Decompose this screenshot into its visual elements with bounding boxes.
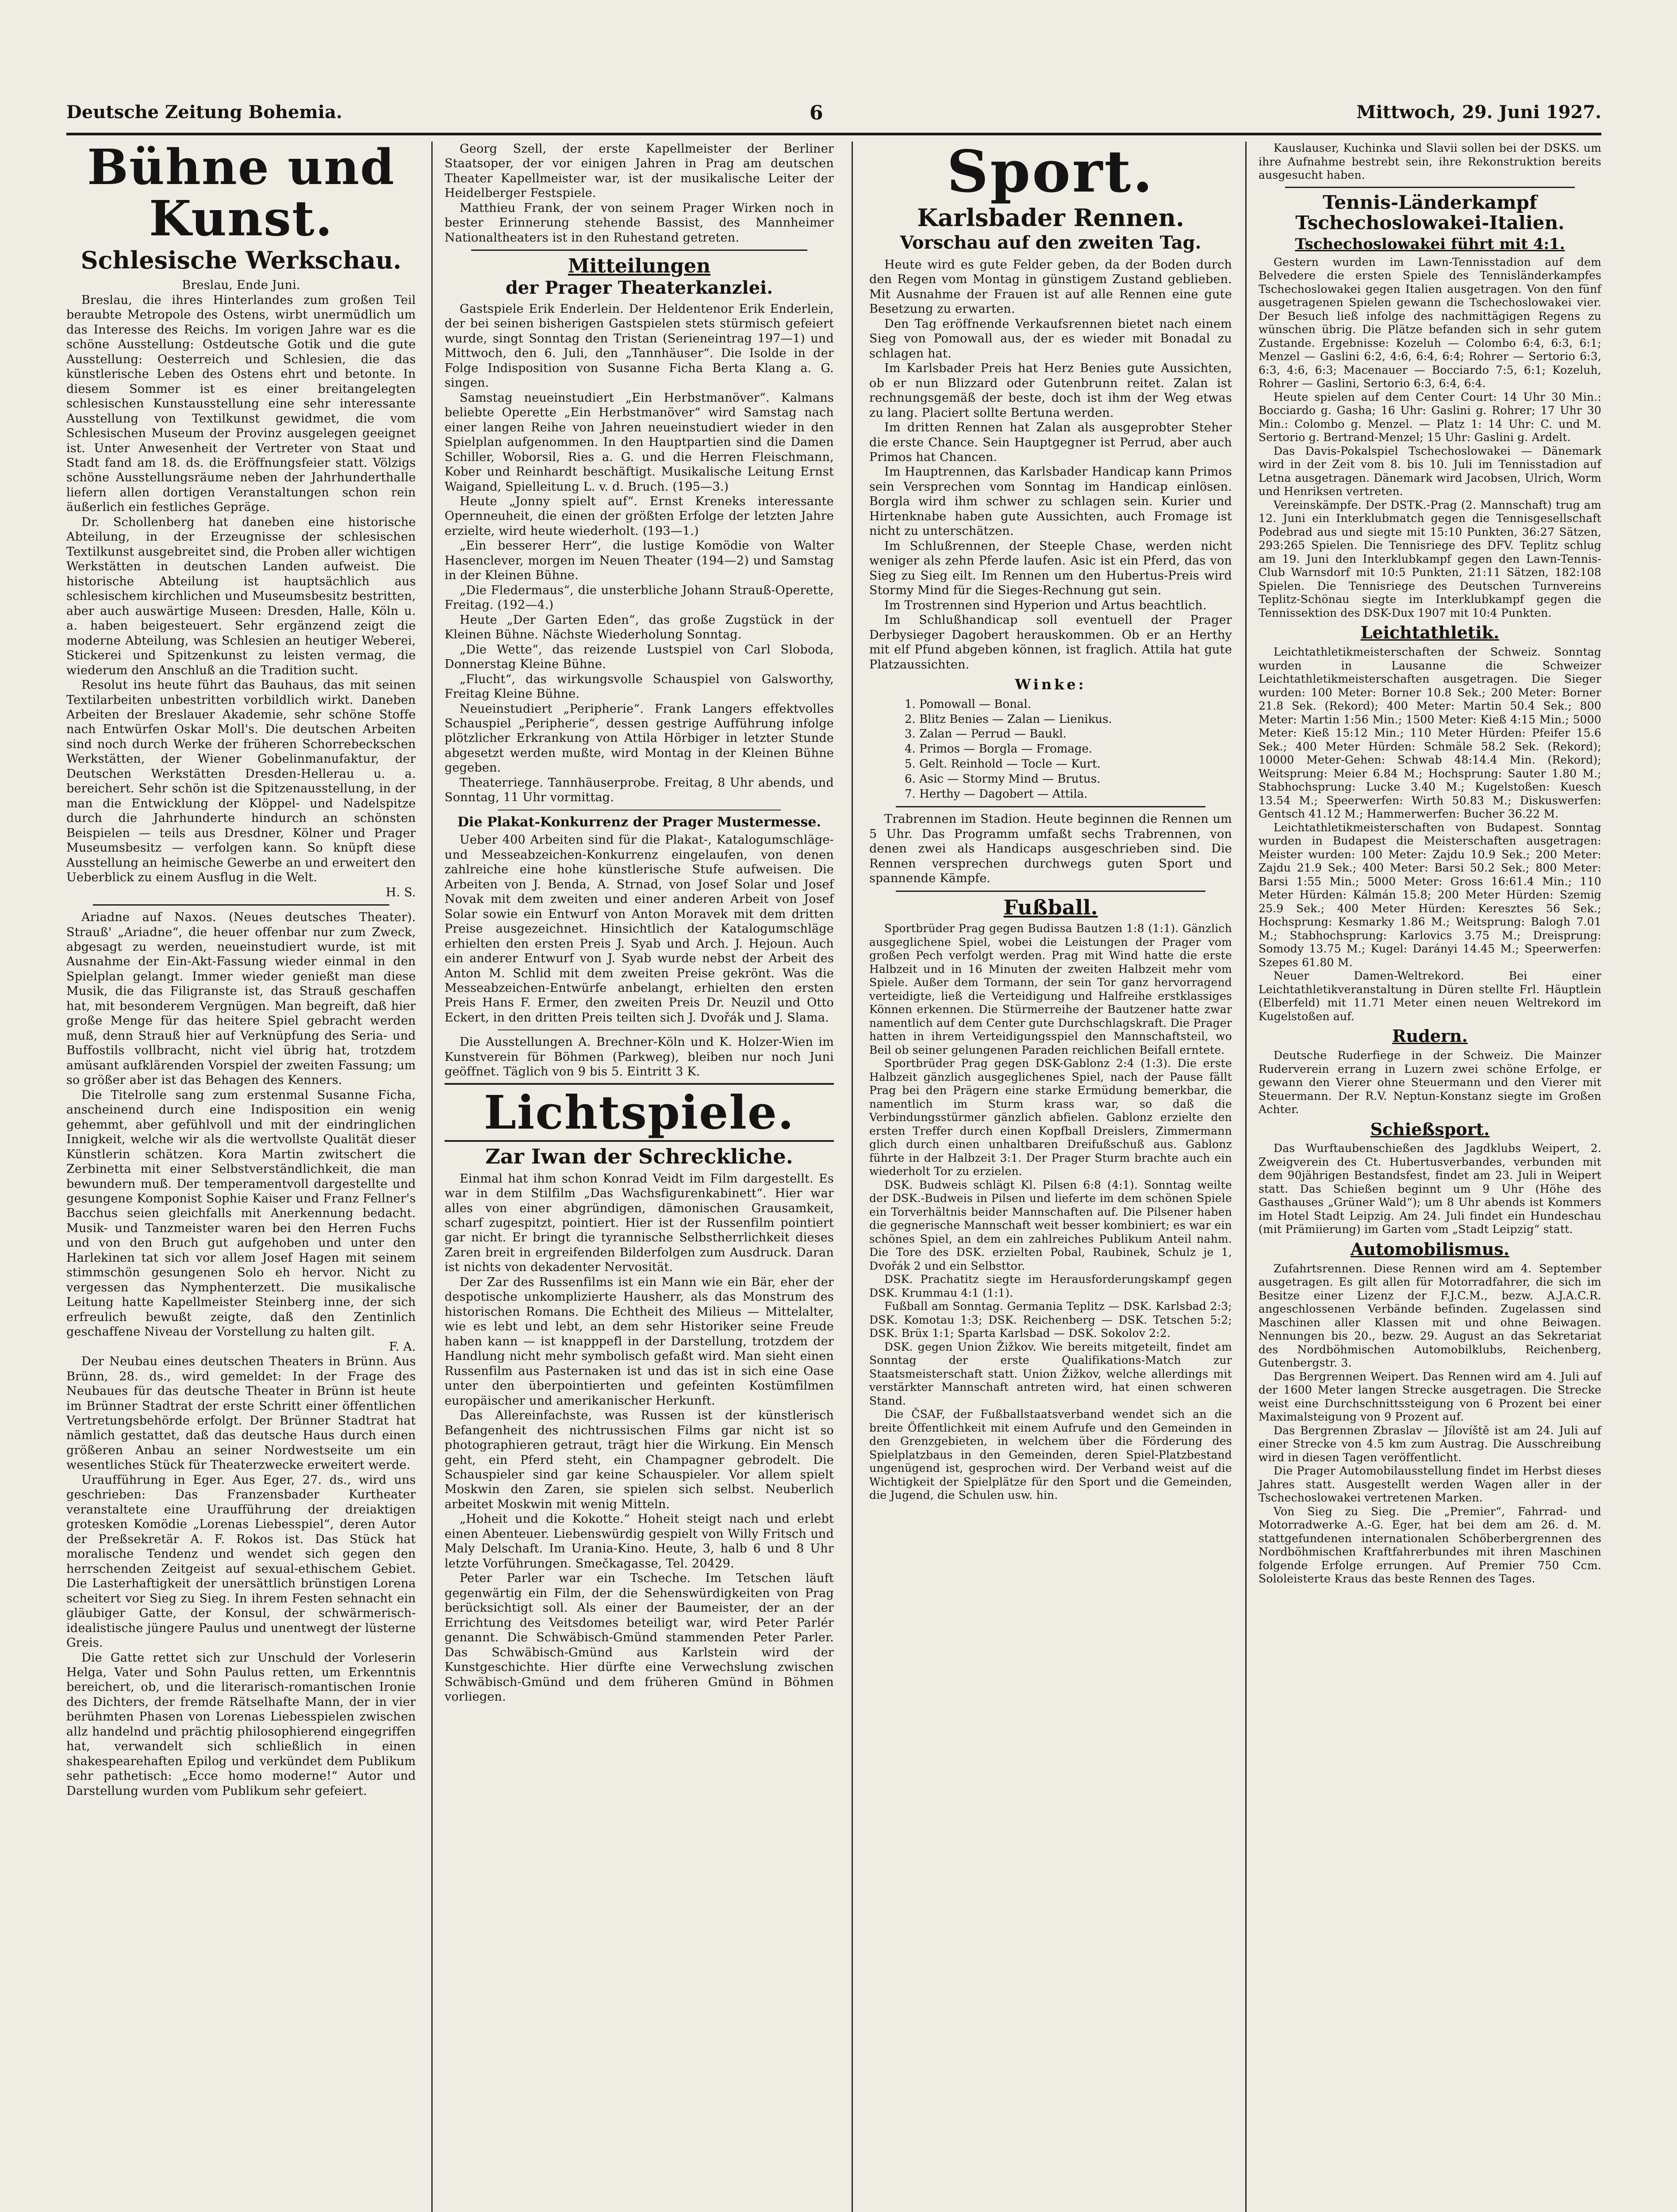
tips-heading: Winke: [1015, 676, 1086, 693]
article-paragraph: Der Neubau eines deutschen Theaters in Brünn. Aus Brünn, 28. ds., wird gemeldet: In der Frage des Neubaues für das deutsche Theater in Brünn ist heute im Brünner Stadtrat der erste Schritt einer öffentlichen Vertretungsbehörde erfolgt. Der Brünner Stadtrat hat nämlich gestattet, daß das deutsche Haus durch einen größeren Anbau an seiner Nordwestseite um ein wesentliches Stück für Theaterzwecke erweitert werde. [66, 1355, 416, 1472]
tips-list [905, 697, 1232, 802]
article-title: Schlesische Werkschau. [81, 246, 402, 274]
article-paragraph: Leichtathletikmeisterschaften von Budapest. Sonntag wurden in Budapest die Meisterschaften ausgetragen: Meister wurden: 100 Meter: Zajdu 10.9 Sek.; 200 Meter: Zajdu 21.9 Sek.; 400 Meter: Barsi 50.2 Sek.; 800 Meter: Barsi 1:55 Min.; 5000 Meter: Gross 16:61.4 Min.; 110 Meter Hürden: Kálmán 15.8; 200 Meter Hürden: Szemig 25.9 Sek.; 400 Meter Hürden: Keresztes 56 Sek.; Hochsprung: Kesmarky 1.86 M.; Weitsprung: Balogh 7.01 M.; Stabhochsprung: Karlovics 3.75 M.; Dreisprung: Somody 13.75 M.; Kugel: Darányi 14.45 M.; Speerwerfen: Szepes 61.80 M. [1259, 821, 1601, 969]
article-paragraph: DSK. gegen Union Žižkov. Wie bereits mitgeteilt, findet am Sonntag der erste Qualifikations-Match zur Staatsmeisterschaft statt. Union Žižkov, welche allerdings mit verstärkter Mannschaft antreten wird, hat einen schweren Stand. [869, 1340, 1232, 1407]
article-paragraph: Dr. Schollenberg hat daneben eine historische Abteilung, in der Erzeugnisse der schlesischen Textilkunst ausgebreitet sind, die Proben aller wichtigen Werkstätten in deutschen Landen aufweist. Die historische Abteilung ist hauptsächlich aus schlesischem kirchlichen und Museumsbesitz bestritten, aber auch auswärtige Museen: Dresden, Halle, Köln u. a. haben beigesteuert. Sehr ergänzend zeigt die moderne Abteilung, was Schlesien an heutiger Weberei, Stickerei und Spitzenkunst zu leisten vermag, die wiederum den Anschluß an die Tradition sucht. [66, 515, 416, 677]
dateline: Breslau, Ende Juni. [182, 278, 300, 292]
article-paragraph: Neuer Damen-Weltrekord. Bei einer Leichtathletikveranstaltung in Düren stellte Frl. Häuptlein (Elberfeld) mit 11.71 Meter einen neuen Weltrekord im Kugelstoßen auf. [1259, 969, 1601, 1023]
article-subtitle: Vorschau auf den zweiten Tag. [900, 232, 1201, 253]
notice-paragraph: „Die Wette“, das reizende Lustspiel von Carl Sloboda, Donnerstag Kleine Bühne. [445, 642, 834, 672]
tip-item: 7. Herthy — Dagobert — Attila. [905, 787, 1088, 801]
separator [498, 1029, 781, 1030]
article-paragraph: „Hoheit und die Kokotte.“ Hoheit steigt nach und erlebt einen Abenteuer. Liebenswürdig gespielt von Willy Fritsch und Maly Delschaft. Im Urania-Kino. Heute, 3, halb 6 und 8 Uhr letzte Vorführungen. Smečkagasse, Tel. 20429. [445, 1512, 834, 1571]
notice-paragraph: Heute „Jonny spielt auf“. Ernst Kreneks interessante Opernneuheit, die einen der größten Erfolge der letzten Jahre erzielte, wird heute wiederholt. (193—1.) [445, 494, 834, 538]
issue-date: Mittwoch, 29. Juni 1927. [1356, 102, 1601, 123]
column-divider [431, 142, 433, 2212]
article-paragraph: Im Trostrennen sind Hyperion und Artus beachtlich. [884, 598, 1207, 612]
article-paragraph: Peter Parler war ein Tscheche. Im Tetschen läuft gegenwärtig ein Film, der die Sehenswürdigkeiten von Prag berücksichtigt soll. Als einer der Baumeister, der an der Errichtung des Veitsdomes beteiligt war, wird Peter Parlér genannt. Die Schwäbisch-Gmünd stammenden Peter Parler. Das Schwäbisch-Gmünd aus Karlstein wird der Kunstgeschichte. Hier dürfte eine Verwechslung zwischen Schwäbisch-Gmünd und dem früheren Gmünd in Böhmen vorliegen. [445, 1571, 834, 1704]
article-paragraph: Sportbrüder Prag gegen Budissa Bautzen 1:8 (1:1). Gänzlich ausgeglichene Spiel, wobei die Leistungen der Prager vom großen Pech verfolgt werden. Prag mit Wind hatte die erste Halbzeit und in 16 Minuten der zweiten Halbzeit mehr vom Spiele. Außer dem Tormann, der sein Tor ganz hervorragend verteidigte, ließ die Verteidigung und Halfreihe erstklassiges Können erkennen. Die Stürmerreihe der Bautzener hatte zwar namentlich auf dem Center gute Durchschlagskraft. Die Prager hatten in ihrem Verteidigungsspiel den Mannschaftsteil, wo Beil ob seiner gelungenen Paraden reichlichen Beifall erntete. [869, 922, 1232, 1056]
article-paragraph: Das Allereinfachste, was Russen ist der künstlerisch Befangenheit des nichtrussischen Films gar nicht ist so photographieren getraut, trägt hier die Wirkung. Ein Mensch geht, ein Pferd steht, ein Champagner gebrodelt. Die Schauspieler sind gar keine Schauspieler. Vor allem spielt Moskwin den Zaren, sie spielen sich selbst. Neuberlich arbeitet Moskwin mit wenig Mitteln. [445, 1409, 834, 1511]
article-paragraph: Einmal hat ihm schon Konrad Veidt im Film dargestellt. Es war in dem Stilfilm „Das Wachsfigurenkabinett“. Hier war alles von einer abgründigen, dämonischen Grausamkeit, scharf zugespitzt, pointiert. Hier ist der Russenfilm pointiert gar nicht. Er bringt die tyrannische Selbstherrlichkeit dieses Zaren breit in ergreifenden Bilderfolgen zum Ausdruck. Daran ist nichts von dekadenter Nervosität. [445, 1171, 834, 1275]
plakat-heading: Die Plakat-Konkurrenz der Prager Mustermesse. [457, 814, 821, 830]
separator [1285, 187, 1575, 188]
article-paragraph: Matthieu Frank, der von seinem Prager Wirken noch in bester Erinnerung stehende Bassist, des Mannheimer Nationaltheaters ist in den Ruhestand getreten. [445, 201, 834, 245]
separator [471, 250, 807, 251]
separator [896, 891, 1205, 892]
separator [896, 806, 1205, 807]
page-header [66, 102, 1601, 128]
sport-section-title: Sport. [947, 138, 1155, 205]
rudern-heading: Rudern. [1392, 1026, 1468, 1046]
article-paragraph: Das Bergrennen Weipert. Das Rennen wird am 4. Juli auf der 1600 Meter langen Strecke ausgetragen. Die Strecke weist eine Durchschnittssteigung von 6 Prozent bei einer Maximalsteigung von 9 Prozent auf. [1259, 1370, 1601, 1424]
article-paragraph: Im dritten Rennen hat Zalan als ausgeprobter Steher die erste Chance. Sein Hauptgegner ist Perrud, aber auch Primos hat Chancen. [869, 421, 1232, 464]
section-title: Bühne und Kunst. [87, 138, 395, 247]
article-paragraph: Den Tag eröffnende Verkaufsrennen bietet nach einem Sieg von Pomowall aus, der es wieder mit Bonadal zu schlagen hat. [869, 317, 1232, 361]
article-paragraph: Von Sieg zu Sieg. Die „Premier“, Fahrrad- und Motorradwerke A.-G. Eger, hat bei dem am 26. d. M. stattgefundenen internationalen Schöberbergrennen des Nordböhmischen Kraftfahrerbundes mit ihren Maschinen folgende Erfolge errungen. Auf Premier 750 Ccm. Sololeisterte Kraus das beste Rennen des Tages. [1259, 1505, 1601, 1586]
article-title: Zar Iwan der Schreckliche. [485, 1144, 793, 1168]
notice-paragraph: Heute „Der Garten Eden“, das große Zugstück in der Kleinen Bühne. Nächste Wiederholung Sonntag. [445, 613, 834, 642]
article-paragraph: Heute wird es gute Felder geben, da der Boden durch den Regen vom Montag in günstigem Zustand geblieben. Mit Ausnahme der Frauen ist auf alle Rennen eine gute Besetzung zu erwarten. [869, 257, 1232, 316]
article-paragraph: Zufahrtsrennen. Diese Rennen wird am 4. September ausgetragen. Es gilt allen für Motorradfahrer, die sich im Besitze einer Lizenz der F.J.C.M., bezw. A.J.A.C.R. angeschlossenen Verbände befinden. Zugelassen sind Maschinen aller Klassen mit und ohne Beiwagen. Nennungen bis 20., bezw. 29. August an das Sekretariat des Nordböhmischen Automobilklubs, Reichenberg, Gutenbergstr. 3. [1259, 1262, 1601, 1370]
article-paragraph: Das Bergrennen Zbraslav — Jílovíště ist am 24. Juli auf einer Strecke von 4.5 km zum Austrag. Die Ausschreibung wird in diesen Tagen veröffentlicht. [1259, 1424, 1601, 1464]
article-paragraph: Im Schlußhandicap soll eventuell der Prager Derbysieger Dagobert herauskommen. Ob er an Herthy mit elf Pfund abgeben können, ist fraglich. Attila hat gute Platzaussichten. [869, 613, 1232, 672]
notice-paragraph: Neueinstudiert „Peripherie“. Frank Langers effektvolles Schauspiel „Peripherie“, dessen gestrige Aufführung infolge plötzlicher Erkrankung von Attila Hörbiger in letzter Stunde abgesetzt werden mußte, wird Montag in der Kleinen Bühne gegeben. [445, 702, 834, 775]
article-paragraph: Trabrennen im Stadion. Heute beginnen die Rennen um 5 Uhr. Das Programm umfaßt sechs Trabrennen, von denen zwei als Handicaps ausgeschrieben sind. Die Rennen versprechen durchwegs guten Sport und spannende Kämpfe. [869, 812, 1232, 886]
article-paragraph: Ueber 400 Arbeiten sind für die Plakat-, Katalogumschläge- und Messeabzeichen-Konkurrenz eingelaufen, von denen zahlreiche eine hohe künstlerische Stufe aufweisen. Die Arbeiten von J. Benda, A. Strnad, von Josef Solar und Josef Novak mit dem zweiten und einer anderen Arbeit von Josef Solar sowie ein Entwurf von Anton Moravek mit dem dritten Preise ausgezeichnet. Hinsichtlich der Katalogumschläge erhielten den ersten Preis J. Syab und Arch. J. Hejoun. Auch ein anderer Entwurf von J. Syab wurde nebst der Arbeit des Anton M. Schlid mit dem zweiten Preise gekrönt. Was die Messeabzeichen-Entwürfe anbelangt, erhielten den ersten Preis Hans F. Ermer, den zweiten Preis Dr. Neuzil und Otto Eckert, in den dritten Preis teilten sich J. Dvořák und J. Slama. [445, 833, 834, 1025]
page-number: 6 [810, 102, 823, 124]
article-paragraph: Die Prager Automobilausstellung findet im Herbst dieses Jahres statt. Ausgestellt werden Wagen aller in der Tschechoslowakei vertretenen Marken. [1259, 1464, 1601, 1505]
article-paragraph: Die Titelrolle sang zum erstenmal Susanne Ficha, anscheinend durch eine Indisposition ein wenig gehemmt, aber gefühlvoll und mit der eindringlichen Innigkeit, welche wir als die wertvollste Qualität dieser Künstlerin schätzen. Kora Martin zwitschert die Zerbinetta mit einer Selbstverständlichkeit, die man bewundern muß. Der temperamentvoll dargestellte und gesungene Komponist Sophie Kaiser und Franz Fellner's Bacchus seien gleichfalls mit Anerkennung bedacht. Musik- und Tanzmeister waren bei den Herren Fuchs und von den Bruch gut aufgehoben und unter den Harlekinen tat sich vor allem Josef Hagen mit seinem stimmschön gesungenen Solo eh hervor. Nicht zu vergessen das Nymphenterzett. Die musikalische Leitung hatte Kapellmeister Steinberg inne, der sich erfreulich bewußt zeigte, daß den Zentinlich geschaffene Niveau der Vorstellung zu halten gilt. [66, 1088, 416, 1339]
article-paragraph: Breslau, die ihres Hinterlandes zum großen Teil beraubte Metropole des Ostens, wirbt unermüdlich um das Interesse des Reichs. Im vorigen Jahre war es die schöne Ausstellung: Ostdeutsche Gotik und die gute Ausstellung: Oesterreich und Schlesien, die das künstlerische Leben des Ostens ehrt und betonte. In diesem Sommer ist es einer breitangelegten schlesischen Kunstausstellung eine sehr interessante Ausstellung von Textilkunst gewidmet, die vom Schlesischen Museum der Provinz ausgelegen geeignet ist. Unter Anwesenheit der Vertreter von Staat und Stadt fand am 18. ds. die Eröffnungsfeier statt. Völzigs schöne Ausstellungsräume neben der Jahrhunderthalle liefern allen dortigen Veranstaltungen schon rein äußerlich ein festliches Gepräge. [66, 293, 416, 515]
column-theater [445, 142, 834, 1704]
leichtathletik-heading: Leichtathletik. [1360, 622, 1500, 643]
tip-item: 1. Pomowall — Bonal. [905, 697, 1031, 711]
article-paragraph: Im Schlußrennen, der Steeple Chase, werden nicht weniger als zehn Pferde laufen. Asic ist ein Pferd, das von Sieg zu Sieg eilt. Im Rennen um den Hubertus-Preis wird Stormy Mind für die Sieges-Rechnung gut sein. [869, 539, 1232, 598]
automobilismus-heading: Automobilismus. [1350, 1239, 1510, 1259]
article-paragraph: Resolut ins heute führt das Bauhaus, das mit seinen Textilarbeiten unbestritten vorbildlich wirkt. Daneben Arbeiten der Breslauer Akademie, sehr schöne Stoffe nach Entwürfen Oskar Moll's. Die deutschen Arbeiten sind noch durch Werke der früheren Schorrebeckschen Werkstätten, der Wiener Gobelinmanufaktur, der Deutschen Werkstätten Dresden-Hellerau u. a. bereichert. Sehr schön ist die Spitzenausstellung, in der man die Entwicklung der Klöppel- und Nadelspitze durch die Jahrhunderte hindurch an schönsten Beispielen — teils aus Dresdner, Kölner und Prager Museumsbesitz — verfolgen kann. So knüpft diese Ausstellung an heimische Gewerbe an und erweitert den Ueberblick zu einem Ausflug in die Welt. [66, 678, 416, 885]
theater-heading: der Prager Theaterkanzlei. [505, 277, 773, 298]
lichtspiele-title: Lichtspiele. [484, 1085, 795, 1140]
column-sport [869, 138, 1232, 1502]
article-paragraph: DSK. Budweis schlägt Kl. Pilsen 6:8 (4:1). Sonntag weilte der DSK.-Budweis in Pilsen und lieferte im dem schönen Spiele ein Torverhältnis beider Mannschaften auf. Die Pilsener haben die gegnerische Mannschaft weit besser kombiniert; es war ein schönes Spiel, an dem ein zahlreiches Publikum Anteil nahm. Die Tore des DSK. erzielten Pobal, Raubinek, Schulz je 1, Dvořák 2 und ein Selbsttor. [869, 1178, 1232, 1272]
separator [93, 904, 389, 906]
tip-item: 2. Blitz Benies — Zalan — Lienikus. [905, 712, 1112, 726]
article-paragraph: Gestern wurden im Lawn-Tennisstadion auf dem Belvedere die ersten Spiele des Tennisländerkampfes Tschechoslowakei gegen Italien ausgetragen. Von den fünf ausgetragenen Spielen gewann die Tschechoslowakei vier. Der Besuch ließ infolge des nachmittägigen Regens zu wünschen übrig. Die Plätze befanden sich in sehr gutem Zustande. Ergebnisse: Kozeluh — Colombo 6:4, 6:3, 6:1; Menzel — Gaslini 6:2, 4:6, 6:4, 6:4; Rohrer — Sertorio 6:3, 6:3, 4:6, 6:3; Macenauer — Bocciardo 7:5, 6:1; Kozeluh, Rohrer — Gaslini, Sertorio 6:3, 6:4, 6:4. [1259, 255, 1601, 390]
article-paragraph: DSK. Prachatitz siegte im Herausforderungskampf gegen DSK. Krummau 4:1 (1:1). [869, 1273, 1232, 1299]
lichtspiele-box [445, 1083, 834, 1142]
article-paragraph: Uraufführung in Eger. Aus Eger, 27. ds., wird uns geschrieben: Das Franzensbader Kurtheater veranstaltete eine Uraufführung der dreiaktigen grotesken Komödie „Lorenas Liebesspiel“, deren Autor der Preßsekretär A. F. Rokos ist. Das Stück hat moralische Tendenz und wendet sich gegen den herrschenden Zeitgeist auf sexual-ethischem Gebiet. Die Lasterhaftigkeit der unersättlich brünstigen Lorena scheitert vor Sieg zu Sieg. In ihrem Festen sehnacht ein gläubiger Gatte, der Konsul, der schwärmerisch-idealistische jüngere Paulus und unentwegt der lüsterne Greis. [66, 1473, 416, 1650]
notice-paragraph: „Ein besserer Herr“, die lustige Komödie von Walter Hasenclever, morgen im Neuen Theater (194—2) und Samstag in der Kleinen Bühne. [445, 539, 834, 583]
masthead-name: Deutsche Zeitung Bohemia. [66, 102, 342, 123]
tip-item: 3. Zalan — Perrud — Baukl. [905, 727, 1067, 741]
article-paragraph: Im Karlsbader Preis hat Herz Benies gute Aussichten, ob er nun Blizzard oder Gutenbrunn reitet. Zalan ist rechnungsgemäß der beste, doch ist ihm der Weg etwas zu lang. Placiert sollte Bertuna werden. [869, 361, 1232, 420]
article-signature: H. S. [386, 885, 416, 899]
article-paragraph: Die ČSAF, der Fußballstaatsverband wendet sich an die breite Öffentlichkeit mit einem Aufrufe und den Gemeinden in den Grenzgebieten, in welchem über die Förderung des Spielplatzbaus in den Gemeinden, deren Spiel-Platzbestand ungenügend ist, gesprochen wird. Der Verband weist auf die Wichtigkeit der Spielplätze für den Sport und die Gemeinden, die Jugend, die Schulen usw. hin. [869, 1408, 1232, 1502]
column-arts [66, 138, 416, 1798]
tennis-heading: Tennis-Länderkampf Tschechoslowakei-Italien. [1295, 191, 1565, 234]
article-paragraph: Leichtathletikmeisterschaften der Schweiz. Sonntag wurden in Lausanne die Schweizer Leichtathletikmeisterschaften ausgetragen. Die Sieger wurden: 100 Meter: Borner 10.8 Sek.; 200 Meter: Borner 21.8 Sek. (Rekord); 400 Meter: Martin 50.4 Sek.; 800 Meter: Martin 1:56 Min.; 1500 Meter: Kieß 4:15 Min.; 5000 Meter: Kieß 15:12 Min.; 110 Meter Hürden: Pfeifer 15.6 Sek.; 400 Meter Hürden: Schmäle 58.2 Sek. (Rekord); 10000 Meter-Gehen: Schwab 48:14.4 Min. (Rekord); Weitsprung: Meier 6.84 M.; Hochsprung: Sauter 1.80 M.; Stabhochsprung: Lucke 3.40 M.; Kugelstoßen: Kuesch 13.54 M.; Speerwerfen: Wirth 50.83 M.; Diskuswerfen: Gentsch 41.12 M.; Hammerwerfen: Bucher 36.22 M. [1259, 645, 1601, 821]
column-divider [1245, 142, 1247, 2212]
notice-paragraph: Theaterriege. Tannhäuserprobe. Freitag, 8 Uhr abends, und Sonntag, 11 Uhr vormittag. [445, 776, 834, 805]
tennis-subheading: Tschechoslowakei führt mit 4:1. [1295, 235, 1565, 253]
notice-paragraph: „Flucht“, das wirkungsvolle Schauspiel von Galsworthy, Freitag Kleine Bühne. [445, 672, 834, 701]
article-paragraph: Das Davis-Pokalspiel Tschechoslowakei — Dänemark wird in der Zeit vom 8. bis 10. Juli im Tennisstadion auf Letna ausgetragen. Dänemark wird Jacobsen, Ulrich, Worm und Henriksen vertreten. [1259, 444, 1601, 498]
article-signature: F. A. [389, 1340, 416, 1354]
article-paragraph: Die Gatte rettet sich zur Unschuld der Vorleserin Helga, Vater und Sohn Paulus retten, um Erkenntnis bereichert, ob, und die literarisch-romantischen Ironie des Dichters, der fremde Rätselhafte Mann, der in vier berühmten Phasen von Lorenas Liebesspielen zwischen allz handelnd und prächtig philosophierend eingegriffen hat, verwandelt sich schließlich in einen shakespearehaften Epilog und verkündet dem Publikum sehr pathetisch: „Ecce homo moderne!“ Autor und Darstellung wurden vom Publikum sehr gefeiert. [66, 1651, 416, 1798]
tip-item: 4. Primos — Borgla — Fromage. [905, 742, 1093, 756]
article-paragraph: Vereinskämpfe. Der DSTK.-Prag (2. Mannschaft) trug am 12. Juni ein Interklubmatch gegen die Tennisgesellschaft Podebrad aus und siegte mit 15:10 Punkten, 36:27 Sätzen, 293:265 Spielen. Die Tennisriege des DFV. Teplitz schlug am 19. Juni den Interklubkampf gegen den Lawn-Tennis-Club Warnsdorf mit 10:5 Punkten, 21:11 Sätzen, 182:108 Spielen. Die Tennisriege des Deutschen Turnvereins Teplitz-Schönau siegte im Interklubkampf gegen die Tennissektion des DSK-Dux 1907 mit 10:4 Punkten. [1259, 498, 1601, 619]
article-paragraph: Das Wurftaubenschießen des Jagdklubs Weipert, 2. Zweigverein des Ct. Hubertusverbandes, verbunden mit dem 90jährigen Bestandsfest, findet am 23. Juli in Weipert statt. Das Schießen beginnt um 9 Uhr (Höhe des Gasthauses „Grüner Wald“); um 8 Uhr abends ist Kommers im Hotel Stadt Leipzig. Am 24. Juli findet ein Hundeschau (mit Prämiierung) im Garten vom „Stadt Leipzig“ statt. [1259, 1142, 1601, 1236]
notice-paragraph: Gastspiele Erik Enderlein. Der Heldentenor Erik Enderlein, der bei seinen bisherigen Gastspielen stets stürmisch gefeiert wurde, singt Sonntag den Tristan (Serieneintrag 197—1) und Mittwoch, den 6. Juli, den „Tannhäuser“. Die Isolde in der Folge Indisposition von Susanne Ficha Berta Klang a. G. singen. [445, 302, 834, 390]
article-paragraph: Im Hauptrennen, das Karlsbader Handicap kann Primos sein Versprechen vom Sonntag im Handicap einlösen. Borgla wird ihm schwer zu schlagen sein. Kurier und Hirtenknabe haben gute Aussichten, auch Fromage ist nicht zu unterschätzen. [869, 465, 1232, 538]
article-paragraph: Sportbrüder Prag gegen DSK-Gablonz 2:4 (1:3). Die erste Halbzeit gänzlich ausgeglichenes Spiel, nach der Pause fällt Prag bei den Prägern eine starke Ermüdung bemerkbar, die namentlich im Sturm krass war, so daß die Verbindungsstürmer gänzlich abfielen. Gablonz erzielte den ersten Treffer durch einen Kopfball Dreislers, Zimmermann glich durch einen unhaltbaren Dreifußschuß aus. Gablonz führte in der Halbzeit 3:1. Der Prager Sturm brachte auch ein wiederholt Tor zu erzielen. [869, 1057, 1232, 1178]
tip-item: 6. Asic — Stormy Mind — Brutus. [905, 772, 1101, 786]
article-paragraph: Heute spielen auf dem Center Court: 14 Uhr 30 Min.: Bocciardo g. Gasha; 16 Uhr: Gaslini g. Rohrer; 17 Uhr 30 Min.: Colombo g. Menzel. — Platz 1: 14 Uhr: C. und M. Sertorio g. Bertrand-Menzel; 15 Uhr: Gaslini g. Ardelt. [1259, 390, 1601, 444]
article-paragraph: Die Ausstellungen A. Brechner-Köln und K. Holzer-Wien im Kunstverein für Böhmen (Parkweg), bleiben nur noch Juni geöffnet. Täglich von 9 bis 5. Eintritt 3 K. [445, 1035, 834, 1079]
mitteilungen-heading: Mitteilungen [568, 255, 711, 278]
tip-item: 5. Gelt. Reinhold — Tocle — Kurt. [905, 757, 1101, 771]
article-paragraph: Fußball am Sonntag. Germania Teplitz — DSK. Karlsbad 2:3; DSK. Komotau 1:3; DSK. Reichenberg — DSK. Tetschen 5:2; DSK. Brüx 1:1; Sparta Karlsbad — DSK. Sokolov 2:2. [869, 1300, 1232, 1340]
column-divider [852, 142, 853, 2212]
article-title: Karlsbader Rennen. [917, 203, 1184, 232]
notice-paragraph: Samstag neueinstudiert „Ein Herbstmanöver“. Kalmans beliebte Operette „Ein Herbstmanöver“ wird Samstag nach einer langen Reihe von Jahren neueinstudiert wieder in den Spielplan aufgenommen. In den Hauptpartien sind die Damen Schiller, Woborsil, Ries a. G. und die Herren Fleischmann, Kober und Reinhardt beschäftigt. Musikalische Leitung Ernst Waigand, Spielleitung L. v. d. Bruch. (195—3.) [445, 391, 834, 494]
column-sport-2 [1259, 142, 1601, 1586]
article-paragraph: Deutsche Ruderfiege in der Schweiz. Die Mainzer Ruderverein errang in Luzern zwei schöne Erfolge, er gewann den Vierer ohne Steuermann und den Vierer mit Steuermann. Der R.V. Neptun-Konstanz siegte im Großen Achter. [1259, 1049, 1601, 1116]
header-rule [66, 133, 1601, 135]
schiesssport-heading: Schießsport. [1370, 1119, 1490, 1139]
article-paragraph: Der Zar des Russenfilms ist ein Mann wie ein Bär, eher der despotische unkomplizierte Hausherr, als das Monstrum des historischen Romans. Die Echtheit des Milieus — Mittelalter, wie es lebt und lebt, an dem sehr Historiker seine Freude haben kann — ist knapppefl in der Darstellung, trotzdem der Handlung nicht mehr symbolisch gefaßt wird. Man sieht einen Russenfilm aus Pasternaken ist und das ist in sich eine Oase unter den überpointierten und gefeinten Kostümfilmen europäischer und amerikanischer Herkunft. [445, 1275, 834, 1408]
notice-paragraph: „Die Fledermaus“, die unsterbliche Johann Strauß-Operette, Freitag. (192—4.) [445, 583, 834, 612]
article-paragraph: Kauslauser, Kuchinka und Slavii sollen bei der DSKS. um ihre Aufnahme bestrebt sein, ihre Rekonstruktion bereits ausgesucht haben. [1259, 142, 1601, 181]
article-paragraph: Ariadne auf Naxos. (Neues deutsches Theater). Strauß' „Ariadne“, die heuer offenbar nur zum Zweck, abgesagt zu werden, neueinstudiert wurde, ist mit Ausnahme der Ein-Akt-Fassung wieder einmal in den Spielplan gelangt. Immer wieder genießt man diese Musik, die das Filigranste ist, das Strauß geschaffen hat, mit besonderem Vergnügen. Man begreift, daß hier große Menge für das heitere Spiel gebracht werden muß, denn Strauß hier auf Verknüpfung des Seria- und Buffostils vollbracht, nicht viel übrig hat, trotzdem amüsant aufklärenden Vorspiel der zweiten Fassung; um so größer aber ist das Behagen des Kenners. [66, 910, 416, 1087]
fussball-heading: Fußball. [1003, 895, 1098, 919]
fussball-block [869, 922, 1232, 1502]
article-paragraph: Georg Szell, der erste Kapellmeister der Berliner Staatsoper, der vor einigen Jahren in Prag am deutschen Theater Kapellmeister war, ist der musikalische Leiter der Heidelberger Festspiele. [445, 142, 834, 200]
